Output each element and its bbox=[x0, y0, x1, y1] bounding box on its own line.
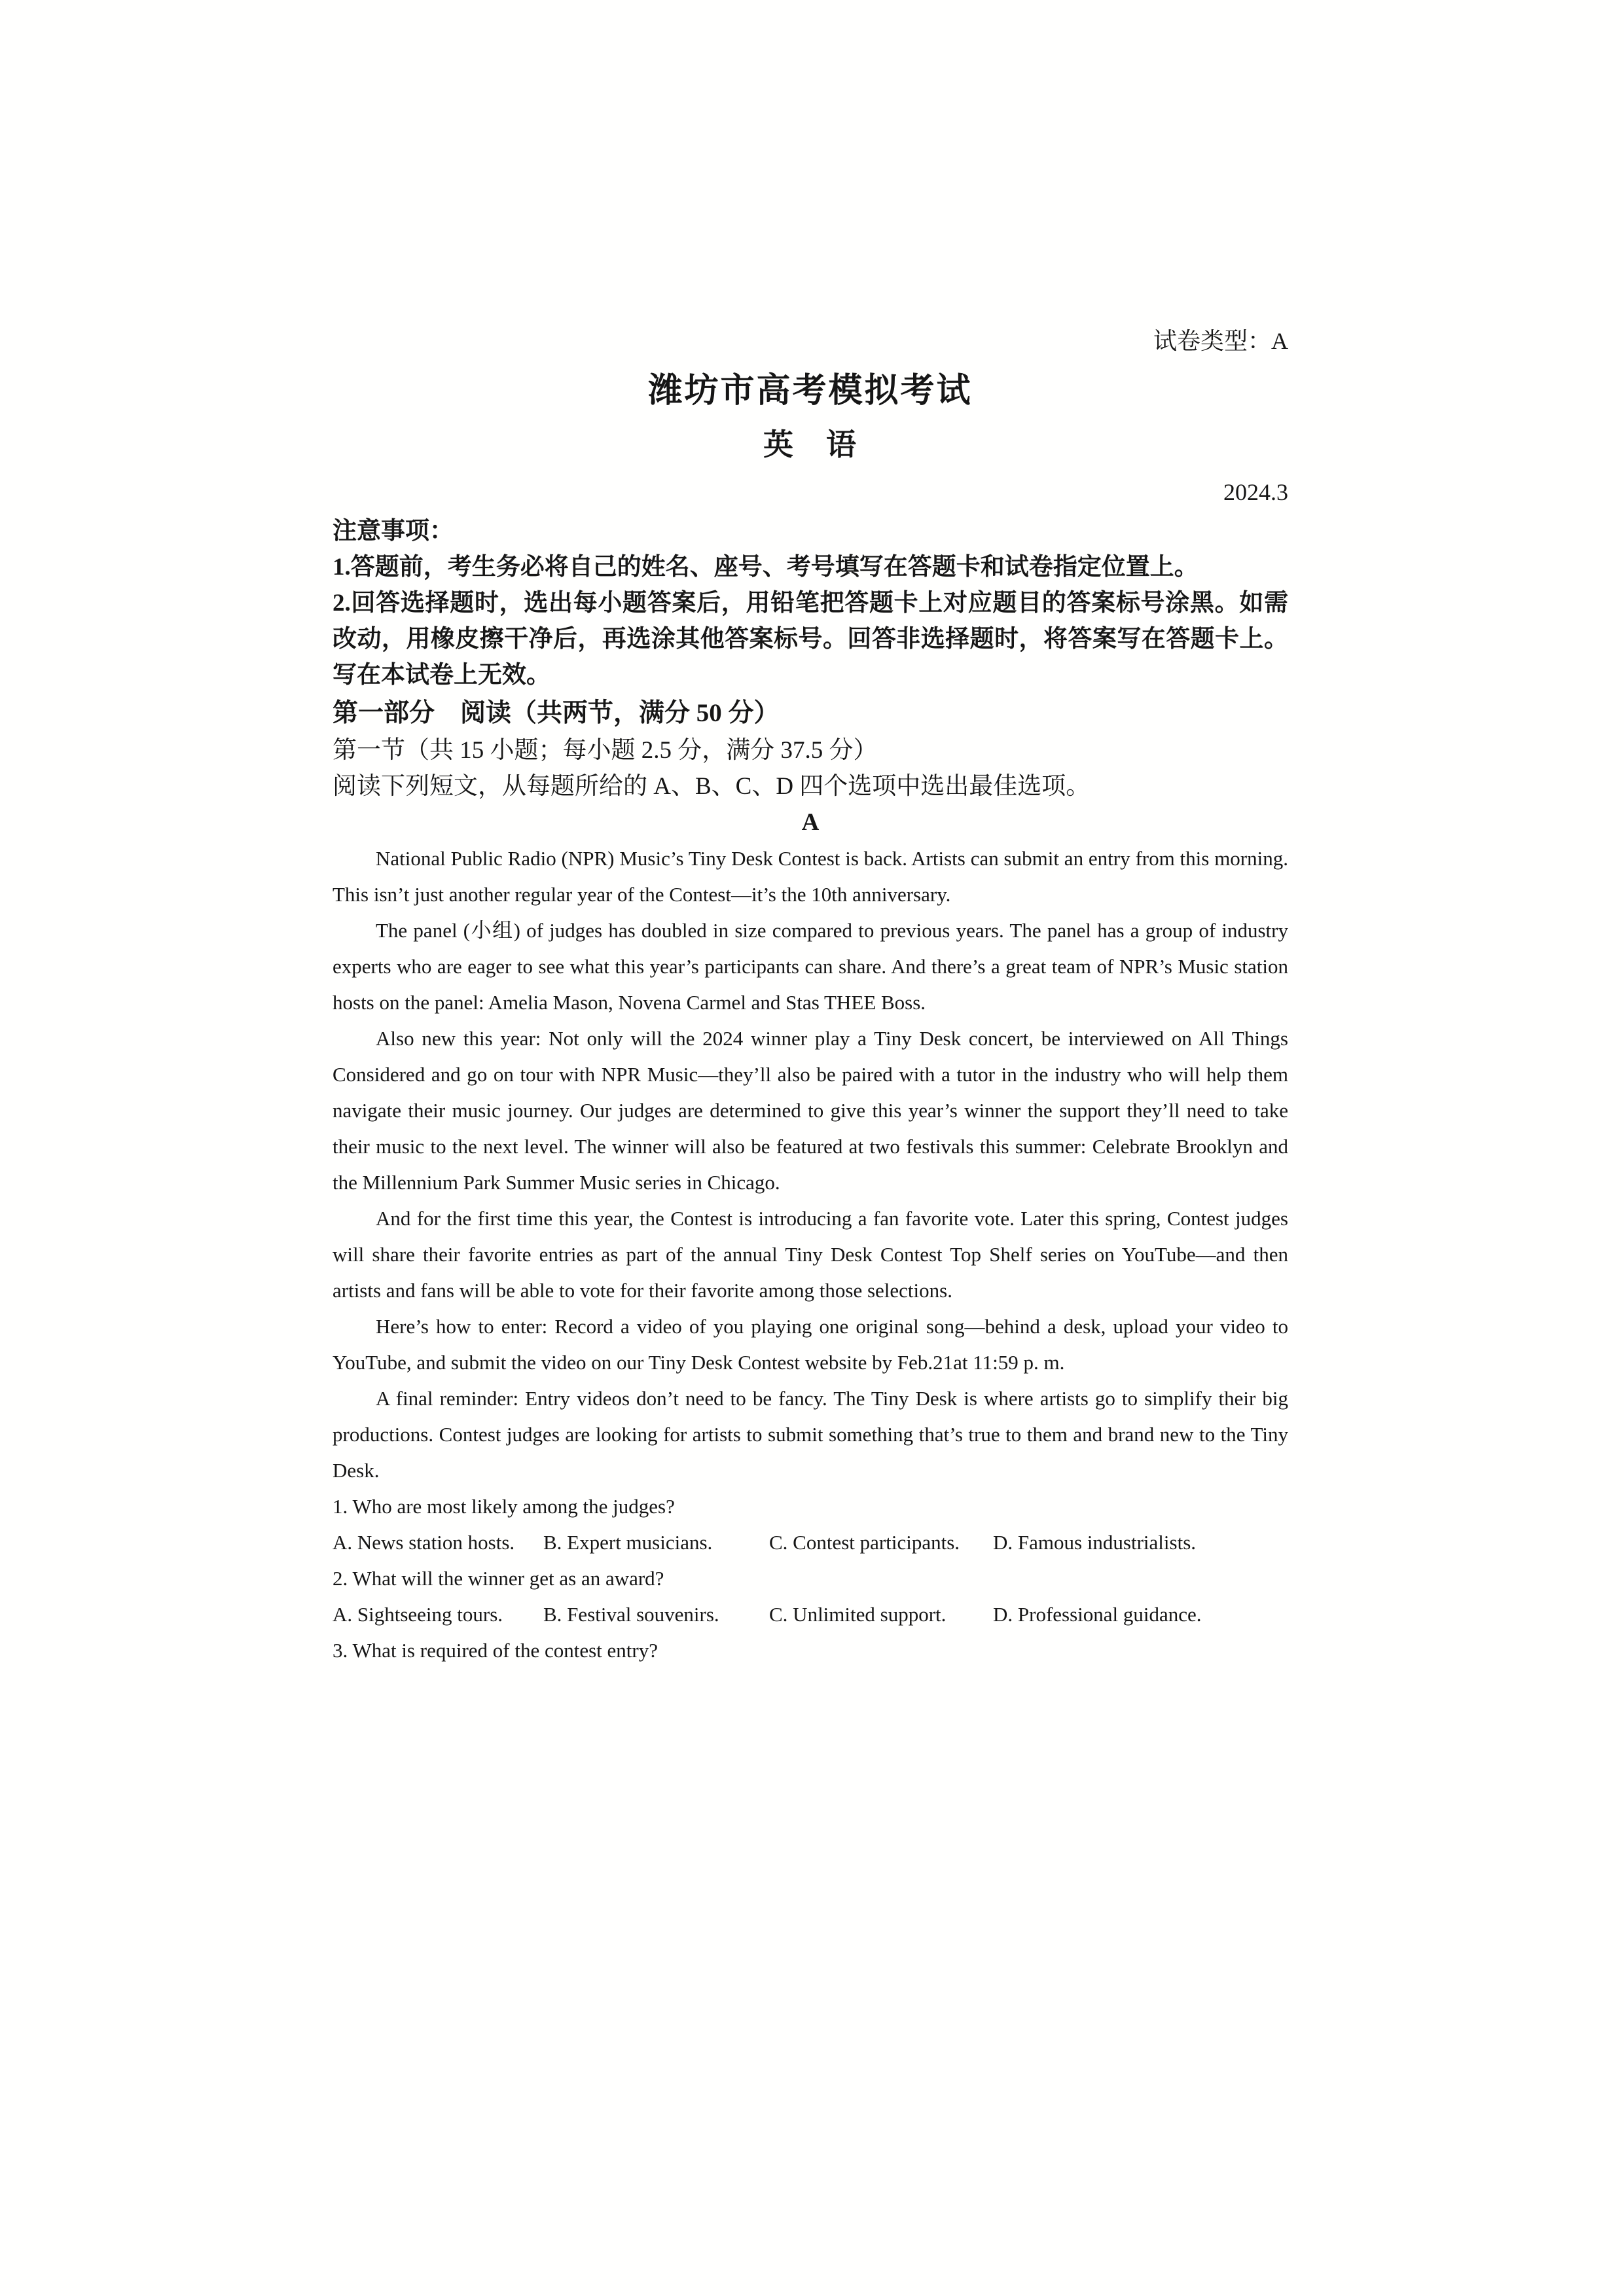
question-2-option-d: D. Professional guidance. bbox=[993, 1602, 1202, 1626]
question-1-option-c: C. Contest participants. bbox=[769, 1530, 960, 1554]
page-content bbox=[333, 327, 1288, 1668]
passage-paragraph-2: The panel (小组) of judges has doubled in size compared to previous years. The panel has a group of industry experts who are eager to see what this year’s participants can share. And there’s a great team of NPR’s Music station hosts on the panel: Amelia Mason, Novena Carmel and Stas THEE Boss. bbox=[333, 918, 1288, 1014]
reading-instructions: 阅读下列短文，从每题所给的 A、B、C、D 四个选项中选出最佳选项。 bbox=[333, 772, 1091, 800]
question-3-stem: 3. What is required of the contest entry? bbox=[333, 1638, 658, 1662]
question-1-option-d: D. Famous industrialists. bbox=[993, 1530, 1197, 1554]
exam-date: 2024.3 bbox=[1223, 478, 1288, 505]
passage-label: A bbox=[801, 808, 820, 836]
question-2-option-a: A. Sightseeing tours. bbox=[333, 1602, 503, 1626]
question-2-option-c: C. Unlimited support. bbox=[769, 1602, 947, 1626]
paper-type-label: 试卷类型：A bbox=[1153, 328, 1288, 354]
exam-title: 潍坊市高考模拟考试 bbox=[648, 372, 973, 410]
passage-paragraph-5: Here’s how to enter: Record a video of you playing one original song—behind a desk, upload your video to YouTube, and submit the video on our Tiny Desk Contest website by Feb.21at 11:59 p. m. bbox=[333, 1314, 1288, 1374]
question-2-stem: 2. What will the winner get as an award? bbox=[333, 1566, 664, 1590]
notice-section bbox=[333, 513, 1288, 693]
question-1-option-a: A. News station hosts. bbox=[333, 1530, 515, 1554]
notice-heading: 注意事项： bbox=[333, 517, 454, 545]
question-1-option-b: B. Expert musicians. bbox=[543, 1530, 713, 1554]
questions-section bbox=[333, 1488, 1288, 1668]
passage-paragraph-3: Also new this year: Not only will the 2024 winner play a Tiny Desk concert, be interviewed on All Things Considered and go on tour with NPR Music—they’ll also be paired with a tutor in the industry who will help them navigate their music journey. Our judges are determined to give this year’s winner the support they’ll need to take their music to the next level. The winner will also be featured at two festivals this summer: Celebrate Brooklyn and the Millennium Park Summer Music series in Chicago. bbox=[333, 1026, 1288, 1194]
notice-item-1: 1.答题前，考生务必将自己的姓名、座号、考号填写在答题卡和试卷指定位置上。 bbox=[333, 553, 1199, 581]
question-2-option-b: B. Festival souvenirs. bbox=[543, 1602, 719, 1626]
subsection-heading: 第一节（共 15 小题；每小题 2.5 分，满分 37.5 分） bbox=[333, 736, 878, 764]
passage-paragraph-4: And for the first time this year, the Contest is introducing a fan favorite vote. Later this spring, Contest judges will share their favorite entries as part of the annual Tiny Desk Contest Top Shelf series on YouTube—and then artists and fans will be able to vote for their favorite among those selections. bbox=[333, 1206, 1288, 1302]
passage-paragraph-1: National Public Radio (NPR) Music’s Tiny Desk Contest is back. Artists can submit an entry from this morning. This isn’t just another regular year of the Contest—it’s the 10th anniversary. bbox=[333, 846, 1288, 906]
part-heading: 第一部分 阅读（共两节，满分 50 分） bbox=[333, 698, 780, 727]
question-1-stem: 1. Who are most likely among the judges? bbox=[333, 1494, 675, 1518]
question-1-options bbox=[333, 1524, 1288, 1560]
reading-passage bbox=[333, 840, 1288, 1488]
notice-item-2: 2.回答选择题时，选出每小题答案后，用铅笔把答题卡上对应题目的答案标号涂黑。如需改动，用橡皮擦干净后，再选涂其他答案标号。回答非选择题时，将答案写在答题卡上。写在本试卷上无效。 bbox=[333, 589, 1288, 689]
question-2-options bbox=[333, 1596, 1288, 1632]
passage-paragraph-6: A final reminder: Entry videos don’t need to be fancy. The Tiny Desk is where artists go to simplify their big productions. Contest judges are looking for artists to submit something that’s true to them and brand new to the Tiny Desk. bbox=[333, 1386, 1288, 1482]
subject-title: 英 语 bbox=[763, 427, 857, 461]
